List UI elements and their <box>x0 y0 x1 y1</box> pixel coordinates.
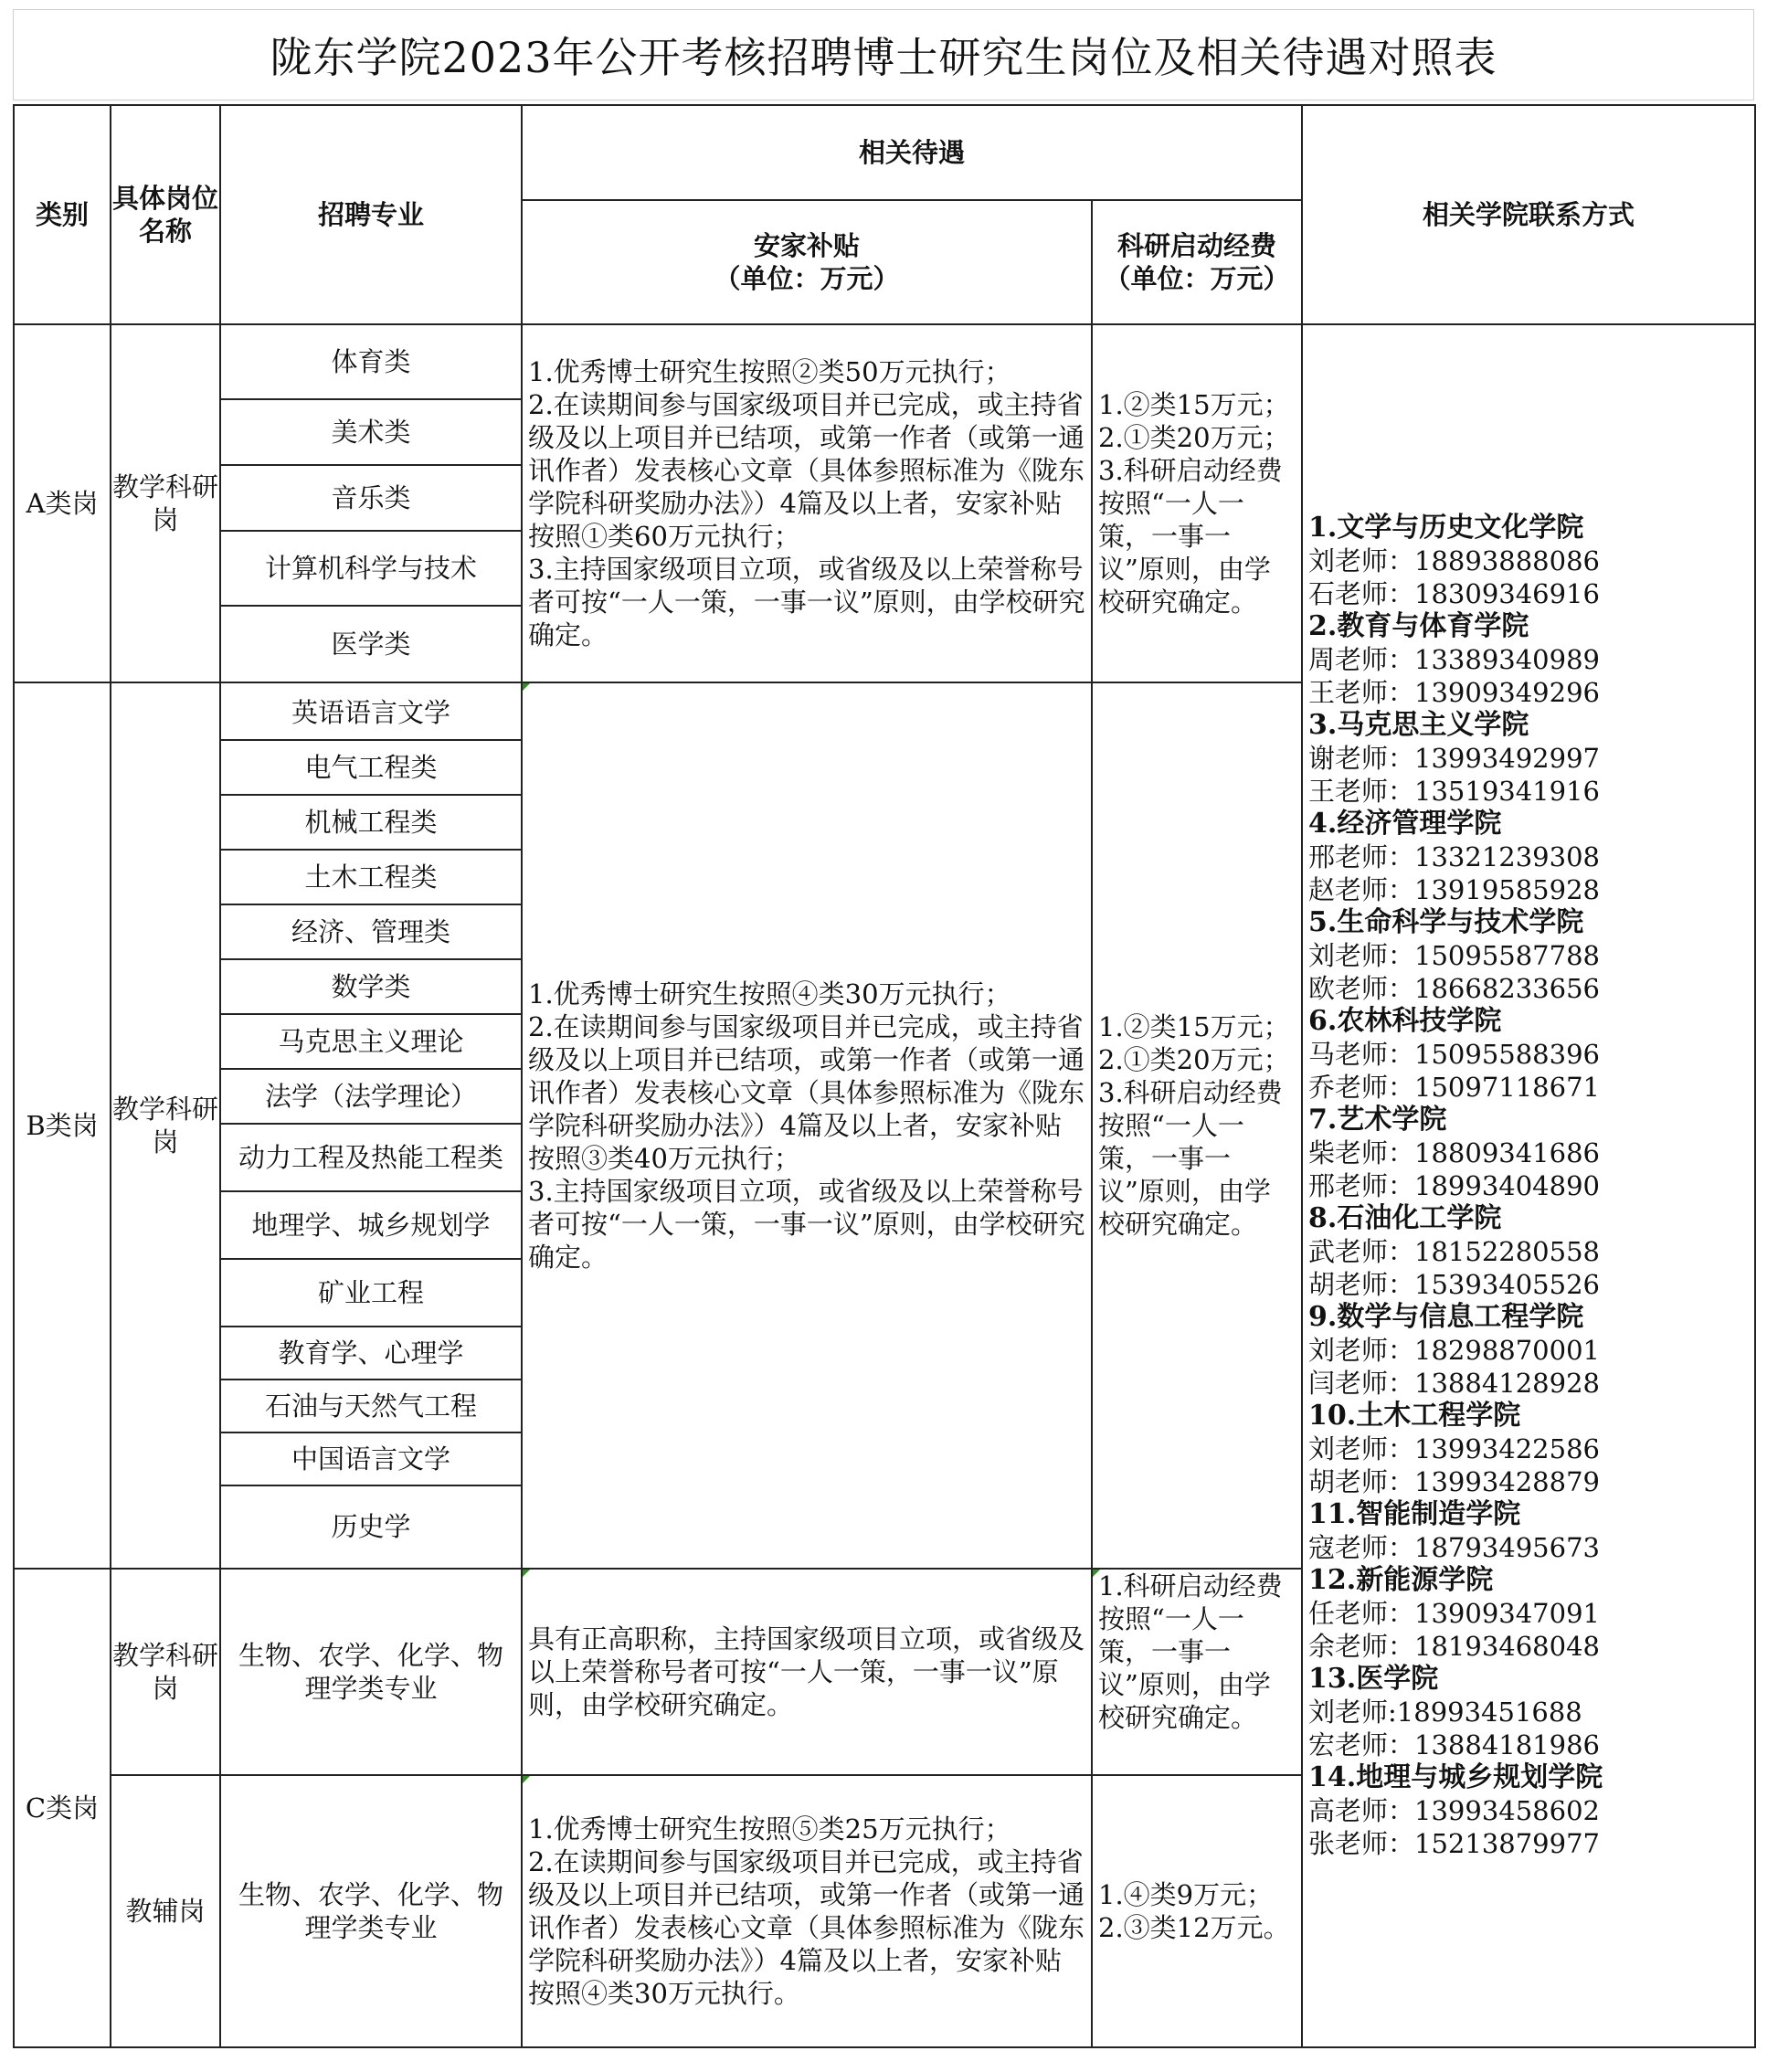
contact-phone: 武老师：18152280558 <box>1308 1236 1600 1267</box>
header-research-funding: 科研启动经费 （单位：万元） <box>1092 200 1302 324</box>
major-item: 地理学、城乡规划学 <box>221 1191 521 1259</box>
header-major: 招聘专业 <box>220 105 522 324</box>
group-b-category: B类岗 <box>14 682 111 1569</box>
contact-phone: 欧老师：18668233656 <box>1308 973 1600 1004</box>
major-item: 土木工程类 <box>221 850 521 904</box>
college-name: 11.智能制造学院 <box>1308 1498 1521 1530</box>
group-b-position: 教学科研岗 <box>111 682 220 1569</box>
major-item: 经济、管理类 <box>221 904 521 959</box>
contact-phone: 宏老师：13884181986 <box>1308 1729 1600 1760</box>
contact-phone: 寇老师：18793495673 <box>1308 1532 1600 1563</box>
contact-phone: 刘老师:18993451688 <box>1308 1697 1582 1728</box>
contact-phone: 乔老师：15097118671 <box>1308 1072 1600 1103</box>
group-c-housing-subsidy: 具有正高职称，主持国家级项目立项，或省级及以上荣誉称号者可按“一人一策，一事一议”原则，由学校研究确定。 <box>522 1569 1092 1775</box>
college-name: 8.石油化工学院 <box>1308 1202 1502 1234</box>
contact-phone: 胡老师：15393405526 <box>1308 1269 1600 1300</box>
contact-phone: 周老师：13389340989 <box>1308 644 1600 675</box>
contact-phone: 王老师：13909349296 <box>1308 677 1600 708</box>
contact-phone: 石老师：18309346916 <box>1308 578 1600 609</box>
college-name: 1.文学与历史文化学院 <box>1308 512 1584 544</box>
group-c-research-funding: 1.科研启动经费按照“一人一策，一事一议”原则，由学校研究确定。 <box>1092 1569 1302 1775</box>
contact-phone: 刘老师：18298870001 <box>1308 1335 1600 1366</box>
major-item: 机械工程类 <box>221 795 521 850</box>
contact-phone: 谢老师：13993492997 <box>1308 743 1600 774</box>
major-item: 美术类 <box>221 399 521 465</box>
group-c-major-support: 生物、农学、化学、物理学类专业 <box>220 1775 522 2047</box>
group-a-position: 教学科研岗 <box>111 324 220 682</box>
major-item: 电气工程类 <box>221 740 521 795</box>
header-benefits: 相关待遇 <box>522 105 1302 200</box>
header-contact: 相关学院联系方式 <box>1302 105 1755 324</box>
major-item: 石油与天然气工程 <box>221 1380 521 1432</box>
group-a-category: A类岗 <box>14 324 111 682</box>
major-item: 音乐类 <box>221 465 521 531</box>
contact-phone: 刘老师：15095587788 <box>1308 940 1600 971</box>
major-item: 法学（法学理论） <box>221 1069 521 1124</box>
positions-table <box>13 104 1756 2048</box>
contact-phone: 刘老师：13993422586 <box>1308 1433 1600 1464</box>
contact-phone: 余老师：18193468048 <box>1308 1631 1600 1662</box>
college-name: 5.生命科学与技术学院 <box>1308 906 1584 938</box>
page-title: 陇东学院2023年公开考核招聘博士研究生岗位及相关待遇对照表 <box>13 9 1754 100</box>
major-item: 矿业工程 <box>221 1259 521 1327</box>
major-item: 数学类 <box>221 959 521 1014</box>
major-item: 教育学、心理学 <box>221 1327 521 1380</box>
group-b-research-funding: 1.②类15万元； 2.①类20万元； 3.科研启动经费按照“一人一策，一事一议”原则，由学校研究确定。 <box>1092 682 1302 1569</box>
contact-phone: 胡老师：13993428879 <box>1308 1466 1600 1497</box>
major-item: 马克思主义理论 <box>221 1014 521 1069</box>
group-a-research-funding: 1.②类15万元； 2.①类20万元； 3.科研启动经费按照“一人一策，一事一议”原则，由学校研究确定。 <box>1092 324 1302 682</box>
header-position: 具体岗位名称 <box>111 105 220 324</box>
contact-phone: 刘老师：18893888086 <box>1308 545 1600 576</box>
college-name: 10.土木工程学院 <box>1308 1400 1521 1432</box>
group-c-housing-subsidy-support: 1.优秀博士研究生按照⑤类25万元执行； 2.在读期间参与国家级项目并已完成，或主持省级及以上项目并已结项，或第一作者（或第一通讯作者）发表核心文章（具体参照标准为《陇东学院科研奖励办法》）4篇及以上者，安家补贴按照④类30万元执行。 <box>522 1775 1092 2047</box>
major-item: 体育类 <box>221 325 521 399</box>
group-a-majors <box>221 325 521 682</box>
contact-phone: 柴老师：18809341686 <box>1308 1137 1600 1168</box>
college-name: 14.地理与城乡规划学院 <box>1308 1761 1603 1793</box>
contact-phone: 赵老师：13919585928 <box>1308 874 1600 905</box>
college-name: 7.艺术学院 <box>1308 1104 1447 1136</box>
major-item: 历史学 <box>331 1510 411 1542</box>
contact-phone: 高老师：13993458602 <box>1308 1795 1600 1826</box>
college-name: 13.医学院 <box>1308 1663 1439 1695</box>
college-name: 9.数学与信息工程学院 <box>1308 1301 1584 1333</box>
major-item: 医学类 <box>331 629 411 660</box>
contact-phone: 张老师：15213879977 <box>1308 1828 1600 1859</box>
group-c-position-support: 教辅岗 <box>111 1775 220 2047</box>
header-category: 类别 <box>14 105 111 324</box>
college-name: 2.教育与体育学院 <box>1308 610 1529 642</box>
contact-phone: 邢老师：13321239308 <box>1308 841 1600 872</box>
group-c-position: 教学科研岗 <box>111 1569 220 1775</box>
college-name: 6.农林科技学院 <box>1308 1005 1502 1037</box>
major-item: 计算机科学与技术 <box>221 531 521 606</box>
college-name: 12.新能源学院 <box>1308 1564 1494 1596</box>
contact-phone: 王老师：13519341916 <box>1308 776 1600 807</box>
contact-phone: 任老师：13909347091 <box>1308 1598 1600 1629</box>
group-a-housing-subsidy: 1.优秀博士研究生按照②类50万元执行； 2.在读期间参与国家级项目并已完成，或主持省级及以上项目并已结项，或第一作者（或第一通讯作者）发表核心文章（具体参照标准为《陇东学院科研奖励办法》）4篇及以上者，安家补贴按照①类60万元执行； 3.主持国家级项目立项，或省级及以上荣誉称号者可按“一人一策，一事一议”原则，由学校研究确定。 <box>522 324 1092 682</box>
college-name: 3.马克思主义学院 <box>1308 709 1529 741</box>
college-name: 4.经济管理学院 <box>1308 808 1502 840</box>
contact-phone: 闫老师：13884128928 <box>1308 1368 1600 1399</box>
major-item: 动力工程及热能工程类 <box>221 1124 521 1191</box>
group-c-category: C类岗 <box>14 1569 111 2047</box>
group-c-major: 生物、农学、化学、物理学类专业 <box>220 1569 522 1775</box>
contact-phone: 马老师：15095588396 <box>1308 1039 1600 1070</box>
contact-phone: 邢老师：18993404890 <box>1308 1170 1600 1201</box>
college-contacts <box>1302 324 1755 2047</box>
contact-list <box>1308 512 1749 1860</box>
major-item: 英语语言文学 <box>221 685 521 740</box>
group-b-majors <box>221 685 521 1566</box>
group-b-housing-subsidy: 1.优秀博士研究生按照④类30万元执行； 2.在读期间参与国家级项目并已完成，或主持省级及以上项目并已结项，或第一作者（或第一通讯作者）发表核心文章（具体参照标准为《陇东学院科研奖励办法》）4篇及以上者，安家补贴按照③类40万元执行； 3.主持国家级项目立项，或省级及以上荣誉称号者可按“一人一策，一事一议”原则，由学校研究确定。 <box>522 682 1092 1569</box>
header-housing-subsidy: 安家补贴 （单位：万元） <box>522 200 1092 324</box>
major-item: 中国语言文学 <box>221 1432 521 1485</box>
group-c-research-funding-support: 1.④类9万元； 2.③类12万元。 <box>1092 1775 1302 2047</box>
